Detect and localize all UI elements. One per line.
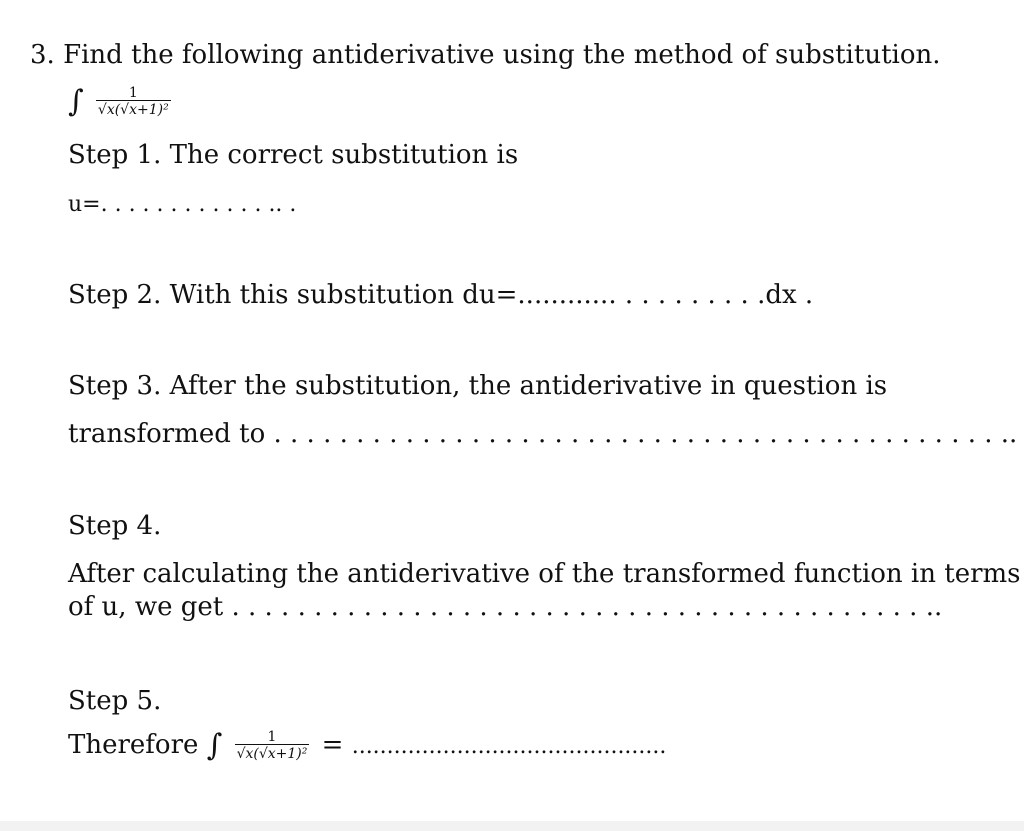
step4-line1: After calculating the antiderivative of the transformed function in terms bbox=[68, 559, 1021, 589]
problem-integral bbox=[68, 86, 175, 118]
step5-integrand-numerator: 1 bbox=[267, 729, 277, 745]
step1-text: Step 1. The correct substitution is bbox=[68, 140, 519, 170]
problem-text: Find the following antiderivative using the method of substitution. bbox=[63, 40, 941, 70]
bottom-band bbox=[0, 821, 1024, 831]
step4-heading: Step 4. bbox=[68, 511, 162, 541]
step5-heading: Step 5. bbox=[68, 686, 162, 716]
integrand-fraction bbox=[96, 86, 171, 118]
problem-statement bbox=[30, 40, 941, 70]
step5-integrand-fraction bbox=[235, 730, 310, 762]
step5-answer-blank: ............................................. bbox=[351, 734, 667, 759]
integrand-numerator: 1 bbox=[128, 85, 138, 101]
integral-symbol: ∫ bbox=[68, 84, 84, 119]
integrand-denominator: √x(√x+1)² bbox=[97, 102, 169, 118]
step1-answer-blank: u=. . . . . . . . . . . . .. . bbox=[68, 192, 297, 217]
step5-integrand-denominator: √x(√x+1)² bbox=[236, 746, 308, 762]
step3-line1: Step 3. After the substitution, the antiderivative in question is bbox=[68, 371, 888, 401]
step5-prefix: Therefore bbox=[68, 730, 199, 760]
step3-line2: transformed to . . . . . . . . . . . . . . . . . . . . . . . . . . . . . . . . . . . . . . . . . . . . .. bbox=[68, 419, 1018, 449]
step5-integral-symbol: ∫ bbox=[206, 728, 223, 763]
step2-text: Step 2. With this substitution du=............ . . . . . . . . .dx . bbox=[68, 280, 814, 310]
step4-line2: of u, we get . . . . . . . . . . . . . . . . . . . . . . . . . . . . . . . . . . . . . . . . . . .. bbox=[68, 592, 943, 622]
step5-equals: = bbox=[321, 730, 344, 760]
step5-line bbox=[68, 730, 666, 762]
problem-number: 3. bbox=[30, 40, 55, 70]
